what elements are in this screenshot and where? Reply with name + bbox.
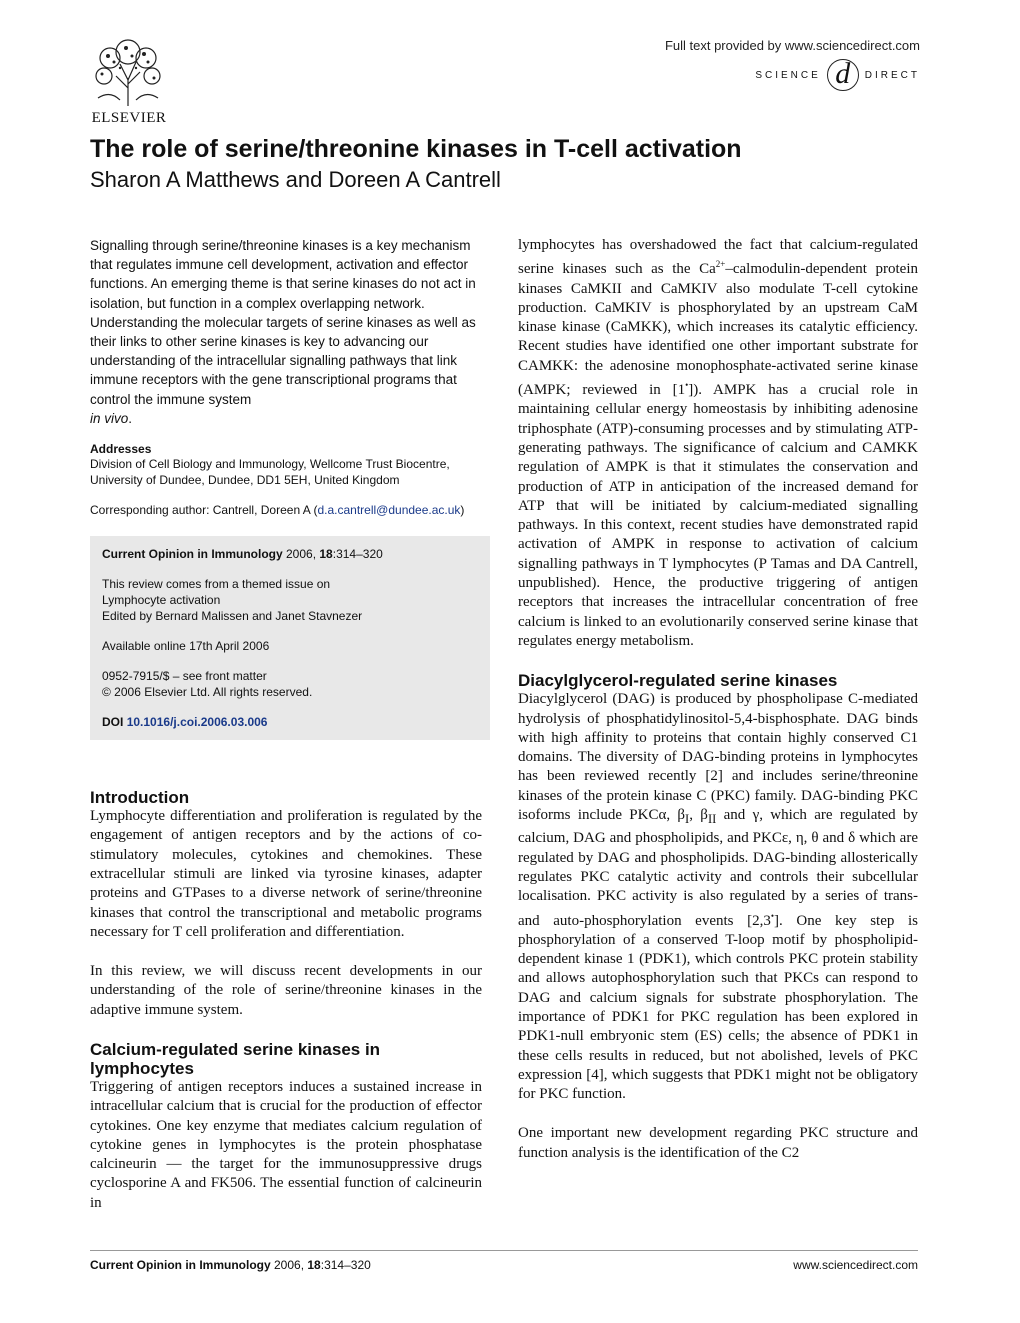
publisher-name: ELSEVIER (91, 110, 167, 126)
article-title: The role of serine/threonine kinases in T-cell activation (90, 135, 742, 163)
info-box: Current Opinion in Immunology 2006, 18:314–320 This review comes from a themed issue on Lymphocyte activation Edited by Bernard Malissen and Janet Stavnezer Available online 17th April 2006 0952-7915/$ – see front matter © 2006 Elsevier Ltd. All rights reserved. DOI 10.1016/j.coi.2006.03.006 (90, 536, 490, 740)
elsevier-logo (90, 38, 168, 127)
calcium-paragraph-1: Triggering of antigen receptors induces a sustained increase in intracellular calcium that is crucial for the production of effector cytokines. One key enzyme that mediates calcium regulation of cytokine genes in lymphocytes is the protein phosphatase calcineurin — the target for the immunosuppressive drugs cyclosporine A and FK506. The essential function of calcineurin in (90, 1079, 482, 1211)
sd-d-icon: d (827, 59, 859, 91)
corresponding-author: Corresponding author: Cantrell, Doreen A (d.a.cantrell@dundee.ac.uk) (90, 503, 465, 518)
footer-rule (90, 1250, 918, 1251)
doi-link[interactable]: 10.1016/j.coi.2006.03.006 (126, 715, 268, 730)
intro-paragraph-2: In this review, we will discuss recent developments in our understanding of the role of serine/threonine kinases in the adaptive immune system. (90, 963, 482, 1018)
intro-paragraph-1: Lymphocyte differentiation and proliferation is regulated by the engagement of antigen receptors and by the actions of co-stimulatory molecules, cytokines and chemokines. These extracellular stimuli are linked via tyrosine kinases, adapter proteins and GTPases to a diverse network of serine/threonine kinases that control the transcriptional and metabolic programs necessary for T cell proliferation and differentiation. (90, 808, 482, 940)
sciencedirect-logo[interactable] (665, 59, 920, 91)
footer-url[interactable]: www.sciencedirect.com (793, 1258, 918, 1272)
sd-right: DIRECT (864, 69, 920, 81)
section-heading-calcium: Calcium-regulated serine kinases in lymphocytes (90, 1040, 381, 1078)
email-link[interactable]: d.a.cantrell@dundee.ac.uk (317, 503, 461, 518)
right-paragraph-1: lymphocytes has overshadowed the fact that calcium-regulated serine kinases such as the $Ca^{2+}-calmodulin$-dependent protein kinases CaMKII and CaMKIV also modulate T-cell cytokine production. CaMKIV is phosphorylated by an upstream CaM kinase kinase (CaMKK), which increases its catalytic efficiency. Recent studies have identified one other important substrate for CAMKK: the adenosine monophosphate-activated serine kinase (AMPK; reviewed in [1•]). AMPK has a crucial role in maintaining cellular energy homeostasis by inhibiting adenosine triphosphate (ATP)-consuming processes and by stimulating ATP-generating pathways. The significance of calcium and CAMKK regulation of AMPK is that it stimulates the conservation and production of ATP in anticipation of the increased demand for ATP that will be initiated by calcium-mediated signalling pathways. In this context, recent studies have demonstrated rapid activation of AMPK in response to activation of calcium signalling pathways in T lymphocytes (P Tamas and DA Cantrell, unpublished). Hence, the productive triggering of antigen receptors that increases the intracellular concentration of free calcium is linked to an evolutionarily conserved serine kinase that regulates energy metabolism. (518, 237, 919, 649)
footer-citation: Current Opinion in Immunology 2006, 18:314–320 (90, 1258, 371, 1272)
section-heading-dag: Diacylglycerol-regulated serine kinases (518, 671, 838, 691)
addresses-heading: Addresses (90, 442, 152, 457)
dag-paragraph-2: One important new development regarding PKC structure and function analysis is the identification of the C2 (518, 1125, 918, 1161)
sd-left: SCIENCE (755, 69, 821, 81)
article-authors: Sharon A Matthews and Doreen A Cantrell (90, 167, 501, 192)
elsevier-tree-icon (90, 38, 166, 108)
abstract: Signalling through serine/threonine kinases is a key mechanism that regulates immune cell development, activation and effector functions. An emerging theme is that serine kinases do not act in isolation, but function in a complex overlapping network. Understanding the molecular targets of serine kinases as well as their links to other serine kinases is key to advancing our understanding of the intracellular signalling pathways that link immune receptors with the gene transcriptional programs that control the immune system in vivo. (90, 238, 476, 426)
provided-by[interactable]: Full text provided by www.sciencedirect.com (664, 38, 920, 53)
address: Division of Cell Biology and Immunology, Wellcome Trust Biocentre, University of Dundee, Dundee, DD1 5EH, United Kingdom (90, 457, 450, 488)
section-heading-introduction: Introduction (90, 788, 190, 808)
dag-paragraph-1: Diacylglycerol (DAG) is produced by phospholipase C-mediated hydrolysis of phosphatidylinositol-5,4-bisphosphate. DAG binds with high affinity to proteins that contain highly conserved C1 domains. The diversity of DAG-binding proteins in lymphocytes has been reviewed recently [2] and includes serine/threonine kinases of the protein kinase C (PKC) family. DAG-binding PKC isoforms include PKCα, $\beta_I$, $\beta_{II}$ and γ, which are regulated by calcium, DAG and phospholipids, and PKCε, η, θ and δ which are regulated by DAG and phospholipids. DAG-binding allosterically regulates PKC catalytic activity and controls their subcellular localisation. PKC activity is also regulated by a series of trans- and auto-phosphorylation events [2,3•]. One key step is phosphorylation of a conserved T-loop motif by phospholipid-dependent kinase 1 (PDK1), which controls PKC protein stability and allows autophosphorylation such that PKCs can respond to DAG and calcium signals for substrate phosphorylation. The importance of PDK1 for PKC regulation has been explored in PDK1-null embryonic stem (ES) cells; the absence of PDK1 in these cells results in reduced, but not abolished, levels of PKC expression [4], which suggests that PDK1 might not be obligatory for PKC function. (518, 691, 919, 1103)
provider-block (665, 38, 920, 91)
